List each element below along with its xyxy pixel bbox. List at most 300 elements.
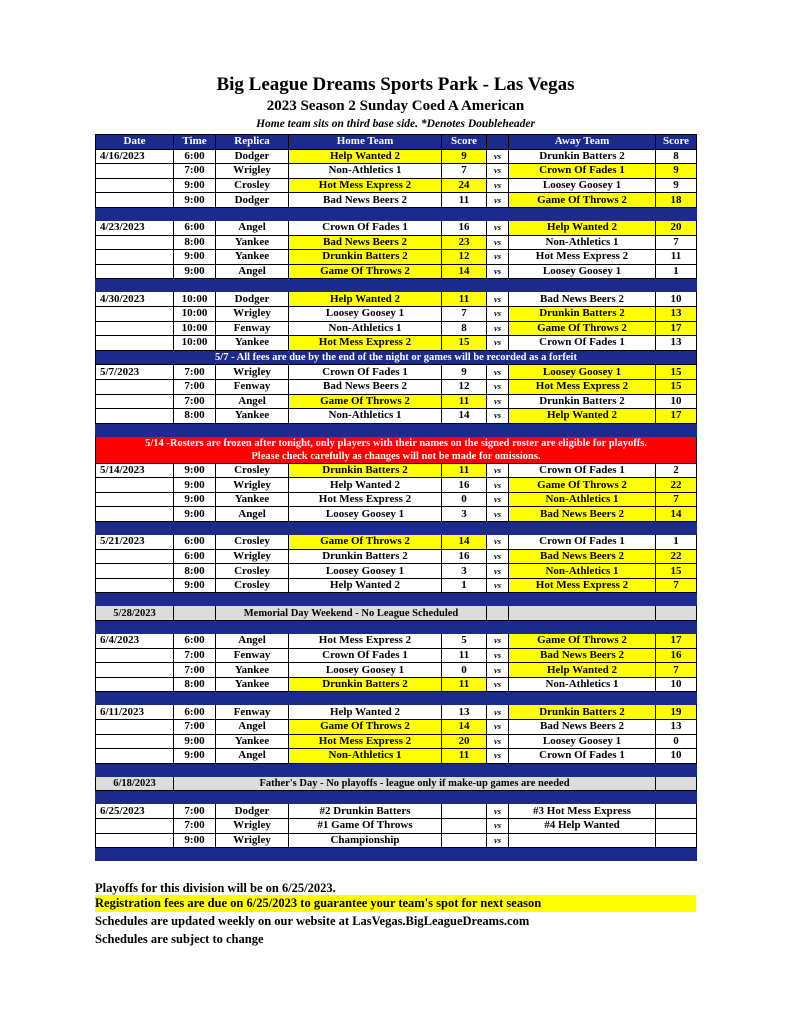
home-team: Hot Mess Express 2 bbox=[289, 178, 442, 193]
vs-label: vs bbox=[487, 492, 509, 507]
header-home-team: Home Team bbox=[289, 135, 442, 150]
vs-label: vs bbox=[487, 705, 509, 720]
home-score: 12 bbox=[442, 379, 487, 394]
away-score: 16 bbox=[656, 648, 697, 663]
header-away-score: Score bbox=[656, 135, 697, 150]
game-row bbox=[96, 235, 697, 250]
away-team: Bad News Beers 2 bbox=[509, 720, 656, 735]
game-field: Wrigley bbox=[216, 818, 289, 833]
away-team bbox=[509, 833, 656, 848]
game-row bbox=[96, 749, 697, 764]
home-score: 5 bbox=[442, 634, 487, 649]
home-score: 3 bbox=[442, 507, 487, 522]
game-field: Yankee bbox=[216, 677, 289, 692]
away-score: 7 bbox=[656, 492, 697, 507]
schedule-body bbox=[96, 135, 697, 861]
game-field: Dodger bbox=[216, 149, 289, 164]
away-team: Drunkin Batters 2 bbox=[509, 149, 656, 164]
away-score: 17 bbox=[656, 409, 697, 424]
home-team: Loosey Goosey 1 bbox=[289, 564, 442, 579]
no-games-text: Father's Day - No playoffs - league only if make-up games are needed bbox=[174, 776, 656, 791]
vs-label: vs bbox=[487, 365, 509, 380]
vs-label: vs bbox=[487, 663, 509, 678]
alert-row-2 bbox=[96, 450, 697, 464]
game-time: 6:00 bbox=[174, 149, 216, 164]
game-field: Crosley bbox=[216, 535, 289, 550]
footer-registration: Registration fees are due on 6/25/2023 to guarantee your team's spot for next season bbox=[95, 895, 696, 912]
game-date bbox=[96, 833, 174, 848]
separator-row bbox=[96, 848, 697, 861]
home-team: Championship bbox=[289, 833, 442, 848]
game-field: Crosley bbox=[216, 564, 289, 579]
game-time: 7:00 bbox=[174, 379, 216, 394]
header-home-score: Score bbox=[442, 135, 487, 150]
separator-row bbox=[96, 692, 697, 705]
game-date: 4/16/2023 bbox=[96, 149, 174, 164]
game-field: Angel bbox=[216, 634, 289, 649]
separator-cell bbox=[96, 621, 697, 634]
vs-label: vs bbox=[487, 178, 509, 193]
home-score: 14 bbox=[442, 535, 487, 550]
no-games-date: 6/18/2023 bbox=[96, 776, 174, 791]
game-date bbox=[96, 749, 174, 764]
game-row bbox=[96, 492, 697, 507]
away-score: 9 bbox=[656, 164, 697, 179]
away-score: 7 bbox=[656, 663, 697, 678]
away-team: #3 Hot Mess Express bbox=[509, 804, 656, 819]
game-time: 9:00 bbox=[174, 463, 216, 478]
game-row bbox=[96, 164, 697, 179]
home-score: 9 bbox=[442, 149, 487, 164]
home-score: 11 bbox=[442, 648, 487, 663]
home-score bbox=[442, 818, 487, 833]
home-team: Game Of Throws 2 bbox=[289, 720, 442, 735]
footer-playoffs: Playoffs for this division will be on 6/25/2023. bbox=[95, 881, 336, 895]
game-time: 8:00 bbox=[174, 235, 216, 250]
home-score: 1 bbox=[442, 578, 487, 593]
home-team: #1 Game Of Throws bbox=[289, 818, 442, 833]
vs-label: vs bbox=[487, 149, 509, 164]
home-team: Hot Mess Express 2 bbox=[289, 336, 442, 351]
home-score: 14 bbox=[442, 264, 487, 279]
away-score: 7 bbox=[656, 578, 697, 593]
alert-text-2: Please check carefully as changes will not be made for omissions. bbox=[96, 450, 697, 464]
game-field: Fenway bbox=[216, 705, 289, 720]
vs-label: vs bbox=[487, 463, 509, 478]
game-time: 7:00 bbox=[174, 394, 216, 409]
game-time: 9:00 bbox=[174, 478, 216, 493]
separator-row bbox=[96, 593, 697, 606]
game-row bbox=[96, 549, 697, 564]
vs-label: vs bbox=[487, 833, 509, 848]
game-field: Dodger bbox=[216, 193, 289, 208]
game-time: 9:00 bbox=[174, 193, 216, 208]
home-score bbox=[442, 833, 487, 848]
home-score: 11 bbox=[442, 193, 487, 208]
separator-row bbox=[96, 763, 697, 776]
game-date bbox=[96, 648, 174, 663]
game-date bbox=[96, 193, 174, 208]
game-time: 9:00 bbox=[174, 492, 216, 507]
game-row bbox=[96, 365, 697, 380]
game-row bbox=[96, 833, 697, 848]
vs-label: vs bbox=[487, 321, 509, 336]
game-field: Fenway bbox=[216, 379, 289, 394]
separator-row bbox=[96, 522, 697, 535]
game-row bbox=[96, 818, 697, 833]
game-time: 6:00 bbox=[174, 549, 216, 564]
game-row bbox=[96, 178, 697, 193]
away-score: 15 bbox=[656, 365, 697, 380]
home-team: Non-Athletics 1 bbox=[289, 749, 442, 764]
away-team: Non-Athletics 1 bbox=[509, 564, 656, 579]
home-score: 11 bbox=[442, 292, 487, 307]
vs-label: vs bbox=[487, 804, 509, 819]
away-score: 19 bbox=[656, 705, 697, 720]
game-field: Dodger bbox=[216, 804, 289, 819]
away-team: Loosey Goosey 1 bbox=[509, 178, 656, 193]
game-row bbox=[96, 306, 697, 321]
game-field: Crosley bbox=[216, 578, 289, 593]
separator-row bbox=[96, 423, 697, 436]
game-time: 7:00 bbox=[174, 365, 216, 380]
game-time: 9:00 bbox=[174, 833, 216, 848]
away-score bbox=[656, 818, 697, 833]
away-team: Bad News Beers 2 bbox=[509, 648, 656, 663]
game-row bbox=[96, 394, 697, 409]
away-team: Drunkin Batters 2 bbox=[509, 306, 656, 321]
home-team: Hot Mess Express 2 bbox=[289, 492, 442, 507]
home-score: 11 bbox=[442, 677, 487, 692]
separator-row bbox=[96, 207, 697, 220]
game-row bbox=[96, 734, 697, 749]
vs-label: vs bbox=[487, 535, 509, 550]
away-score: 11 bbox=[656, 250, 697, 265]
schedule-note: Home team sits on third base side. *Denotes Doubleheader bbox=[256, 118, 535, 130]
separator-row bbox=[96, 791, 697, 804]
game-field: Yankee bbox=[216, 409, 289, 424]
game-field: Angel bbox=[216, 720, 289, 735]
game-row bbox=[96, 220, 697, 235]
game-time: 7:00 bbox=[174, 804, 216, 819]
home-team: Drunkin Batters 2 bbox=[289, 463, 442, 478]
home-team: Loosey Goosey 1 bbox=[289, 663, 442, 678]
empty-cell bbox=[656, 776, 697, 791]
vs-label: vs bbox=[487, 634, 509, 649]
home-team: Hot Mess Express 2 bbox=[289, 634, 442, 649]
no-games-row bbox=[96, 606, 697, 621]
home-team: Game Of Throws 2 bbox=[289, 394, 442, 409]
away-team: Game Of Throws 2 bbox=[509, 193, 656, 208]
away-team: Game Of Throws 2 bbox=[509, 634, 656, 649]
game-time: 6:00 bbox=[174, 634, 216, 649]
schedule-table bbox=[95, 134, 697, 861]
vs-label: vs bbox=[487, 478, 509, 493]
game-row bbox=[96, 677, 697, 692]
game-row bbox=[96, 463, 697, 478]
vs-label: vs bbox=[487, 336, 509, 351]
game-date bbox=[96, 409, 174, 424]
game-date bbox=[96, 164, 174, 179]
game-time: 9:00 bbox=[174, 578, 216, 593]
away-score: 15 bbox=[656, 564, 697, 579]
game-date bbox=[96, 507, 174, 522]
game-row bbox=[96, 663, 697, 678]
game-field: Wrigley bbox=[216, 365, 289, 380]
game-field: Yankee bbox=[216, 235, 289, 250]
separator-cell bbox=[96, 791, 697, 804]
game-date: 6/4/2023 bbox=[96, 634, 174, 649]
table-header-row bbox=[96, 135, 697, 150]
away-team: Non-Athletics 1 bbox=[509, 492, 656, 507]
separator-cell bbox=[96, 692, 697, 705]
game-row bbox=[96, 264, 697, 279]
game-field: Wrigley bbox=[216, 306, 289, 321]
away-team: Help Wanted 2 bbox=[509, 409, 656, 424]
away-team: Loosey Goosey 1 bbox=[509, 734, 656, 749]
home-score: 12 bbox=[442, 250, 487, 265]
game-time: 9:00 bbox=[174, 749, 216, 764]
away-team: Loosey Goosey 1 bbox=[509, 365, 656, 380]
away-score: 10 bbox=[656, 292, 697, 307]
separator-cell bbox=[96, 593, 697, 606]
game-time: 6:00 bbox=[174, 705, 216, 720]
vs-label: vs bbox=[487, 564, 509, 579]
separator-row bbox=[96, 279, 697, 292]
vs-label: vs bbox=[487, 306, 509, 321]
away-score: 18 bbox=[656, 193, 697, 208]
game-date bbox=[96, 578, 174, 593]
home-team: Crown Of Fades 1 bbox=[289, 365, 442, 380]
game-time: 10:00 bbox=[174, 336, 216, 351]
home-score: 13 bbox=[442, 705, 487, 720]
away-score: 20 bbox=[656, 220, 697, 235]
no-games-text: Memorial Day Weekend - No League Scheduled bbox=[216, 606, 487, 621]
header-vs bbox=[487, 135, 509, 150]
game-date bbox=[96, 321, 174, 336]
game-time: 7:00 bbox=[174, 164, 216, 179]
away-score: 13 bbox=[656, 306, 697, 321]
game-field: Wrigley bbox=[216, 549, 289, 564]
home-score: 24 bbox=[442, 178, 487, 193]
vs-label: vs bbox=[487, 250, 509, 265]
game-time: 8:00 bbox=[174, 409, 216, 424]
vs-label: vs bbox=[487, 379, 509, 394]
away-team: Game Of Throws 2 bbox=[509, 478, 656, 493]
game-field: Yankee bbox=[216, 492, 289, 507]
footer-website: Schedules are updated weekly on our website at LasVegas.BigLeagueDreams.com bbox=[95, 914, 530, 928]
away-score: 10 bbox=[656, 394, 697, 409]
away-score: 9 bbox=[656, 178, 697, 193]
game-date: 5/21/2023 bbox=[96, 535, 174, 550]
notice-text: 5/7 - All fees are due by the end of the night or games will be recorded as a forfeit bbox=[96, 350, 697, 365]
home-team: Non-Athletics 1 bbox=[289, 321, 442, 336]
page-title: Big League Dreams Sports Park - Las Vegas bbox=[216, 74, 575, 95]
away-score: 22 bbox=[656, 549, 697, 564]
away-team: Hot Mess Express 2 bbox=[509, 250, 656, 265]
home-team: Help Wanted 2 bbox=[289, 578, 442, 593]
away-score: 15 bbox=[656, 379, 697, 394]
home-score: 15 bbox=[442, 336, 487, 351]
game-field: Wrigley bbox=[216, 478, 289, 493]
away-score: 10 bbox=[656, 677, 697, 692]
game-date: 5/7/2023 bbox=[96, 365, 174, 380]
game-row bbox=[96, 804, 697, 819]
game-date bbox=[96, 549, 174, 564]
game-date bbox=[96, 250, 174, 265]
game-row bbox=[96, 720, 697, 735]
home-team: Game Of Throws 2 bbox=[289, 535, 442, 550]
game-date bbox=[96, 264, 174, 279]
game-time: 6:00 bbox=[174, 535, 216, 550]
home-team: Help Wanted 2 bbox=[289, 705, 442, 720]
game-field: Angel bbox=[216, 749, 289, 764]
away-team: Crown Of Fades 1 bbox=[509, 535, 656, 550]
game-time: 9:00 bbox=[174, 250, 216, 265]
vs-label: vs bbox=[487, 264, 509, 279]
game-date: 4/23/2023 bbox=[96, 220, 174, 235]
game-date bbox=[96, 478, 174, 493]
header-away-team: Away Team bbox=[509, 135, 656, 150]
vs-label: vs bbox=[487, 235, 509, 250]
game-field: Fenway bbox=[216, 321, 289, 336]
away-team: Crown Of Fades 1 bbox=[509, 164, 656, 179]
home-team: Drunkin Batters 2 bbox=[289, 250, 442, 265]
game-row bbox=[96, 535, 697, 550]
home-score: 16 bbox=[442, 220, 487, 235]
game-time: 8:00 bbox=[174, 564, 216, 579]
home-team: Crown Of Fades 1 bbox=[289, 220, 442, 235]
home-score: 20 bbox=[442, 734, 487, 749]
game-row bbox=[96, 564, 697, 579]
away-score: 0 bbox=[656, 734, 697, 749]
game-time: 6:00 bbox=[174, 220, 216, 235]
home-team: Help Wanted 2 bbox=[289, 292, 442, 307]
header-date: Date bbox=[96, 135, 174, 150]
game-date bbox=[96, 379, 174, 394]
vs-label: vs bbox=[487, 749, 509, 764]
separator-cell bbox=[96, 522, 697, 535]
vs-label: vs bbox=[487, 193, 509, 208]
game-field: Dodger bbox=[216, 292, 289, 307]
empty-cell bbox=[174, 606, 216, 621]
empty-cell bbox=[509, 606, 656, 621]
home-team: Help Wanted 2 bbox=[289, 149, 442, 164]
game-date bbox=[96, 564, 174, 579]
vs-label: vs bbox=[487, 578, 509, 593]
vs-label: vs bbox=[487, 164, 509, 179]
home-score: 3 bbox=[442, 564, 487, 579]
home-team: Loosey Goosey 1 bbox=[289, 306, 442, 321]
away-score: 13 bbox=[656, 336, 697, 351]
vs-label: vs bbox=[487, 507, 509, 522]
game-date bbox=[96, 178, 174, 193]
home-score bbox=[442, 804, 487, 819]
game-time: 9:00 bbox=[174, 507, 216, 522]
away-team: Drunkin Batters 2 bbox=[509, 705, 656, 720]
game-date: 4/30/2023 bbox=[96, 292, 174, 307]
away-score: 22 bbox=[656, 478, 697, 493]
home-score: 23 bbox=[442, 235, 487, 250]
home-team: Help Wanted 2 bbox=[289, 478, 442, 493]
home-score: 7 bbox=[442, 164, 487, 179]
game-field: Yankee bbox=[216, 250, 289, 265]
page-subtitle: 2023 Season 2 Sunday Coed A American bbox=[266, 98, 525, 114]
home-score: 0 bbox=[442, 663, 487, 678]
away-team: Help Wanted 2 bbox=[509, 663, 656, 678]
vs-label: vs bbox=[487, 394, 509, 409]
separator-cell bbox=[96, 763, 697, 776]
game-date bbox=[96, 306, 174, 321]
game-date bbox=[96, 336, 174, 351]
home-team: Non-Athletics 1 bbox=[289, 409, 442, 424]
home-team: Crown Of Fades 1 bbox=[289, 648, 442, 663]
game-date bbox=[96, 394, 174, 409]
game-row bbox=[96, 478, 697, 493]
home-team: Game Of Throws 2 bbox=[289, 264, 442, 279]
game-field: Angel bbox=[216, 264, 289, 279]
vs-label: vs bbox=[487, 818, 509, 833]
away-team: Drunkin Batters 2 bbox=[509, 394, 656, 409]
game-row bbox=[96, 379, 697, 394]
away-team: Crown Of Fades 1 bbox=[509, 749, 656, 764]
home-team: Drunkin Batters 2 bbox=[289, 677, 442, 692]
game-date: 6/25/2023 bbox=[96, 804, 174, 819]
home-score: 14 bbox=[442, 720, 487, 735]
away-score: 17 bbox=[656, 321, 697, 336]
home-score: 0 bbox=[442, 492, 487, 507]
away-score: 7 bbox=[656, 235, 697, 250]
no-games-date: 5/28/2023 bbox=[96, 606, 174, 621]
game-time: 9:00 bbox=[174, 178, 216, 193]
game-field: Wrigley bbox=[216, 833, 289, 848]
away-team: Hot Mess Express 2 bbox=[509, 379, 656, 394]
away-score: 17 bbox=[656, 634, 697, 649]
game-field: Yankee bbox=[216, 663, 289, 678]
game-row bbox=[96, 292, 697, 307]
away-team: Help Wanted 2 bbox=[509, 220, 656, 235]
game-time: 10:00 bbox=[174, 306, 216, 321]
empty-cell bbox=[487, 606, 509, 621]
game-field: Crosley bbox=[216, 178, 289, 193]
game-time: 8:00 bbox=[174, 677, 216, 692]
separator-cell bbox=[96, 207, 697, 220]
away-score: 1 bbox=[656, 264, 697, 279]
separator-row bbox=[96, 621, 697, 634]
game-field: Angel bbox=[216, 220, 289, 235]
home-team: Bad News Beers 2 bbox=[289, 193, 442, 208]
home-score: 11 bbox=[442, 749, 487, 764]
away-team: Bad News Beers 2 bbox=[509, 292, 656, 307]
no-games-row bbox=[96, 776, 697, 791]
away-team: #4 Help Wanted bbox=[509, 818, 656, 833]
game-date bbox=[96, 818, 174, 833]
home-score: 8 bbox=[442, 321, 487, 336]
home-score: 9 bbox=[442, 365, 487, 380]
vs-label: vs bbox=[487, 734, 509, 749]
away-score: 14 bbox=[656, 507, 697, 522]
game-time: 10:00 bbox=[174, 321, 216, 336]
vs-label: vs bbox=[487, 720, 509, 735]
vs-label: vs bbox=[487, 409, 509, 424]
vs-label: vs bbox=[487, 677, 509, 692]
vs-label: vs bbox=[487, 292, 509, 307]
game-row bbox=[96, 321, 697, 336]
away-team: Non-Athletics 1 bbox=[509, 235, 656, 250]
home-score: 14 bbox=[442, 409, 487, 424]
separator-cell bbox=[96, 848, 697, 861]
header-time: Time bbox=[174, 135, 216, 150]
